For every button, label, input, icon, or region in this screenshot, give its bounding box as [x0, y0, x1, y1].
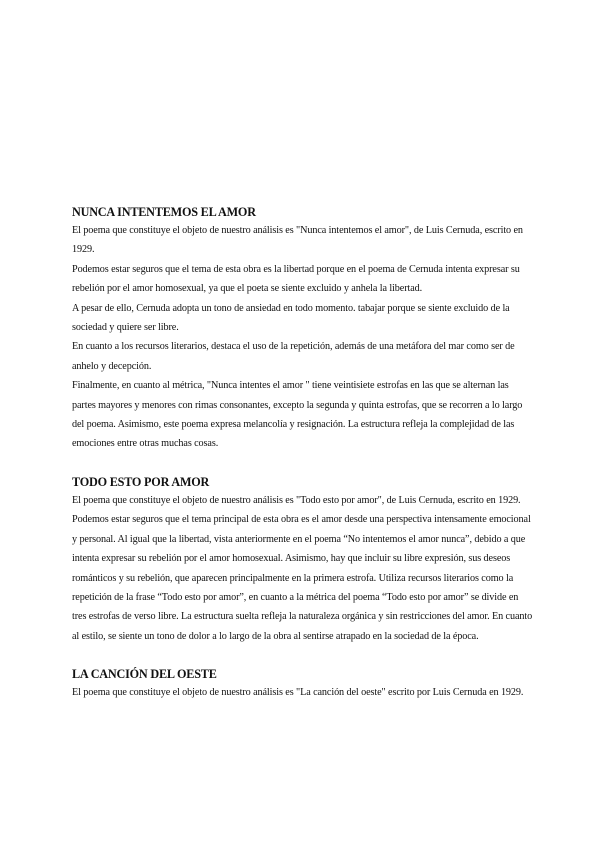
- paragraph: En cuanto a los recursos literarios, destaca el uso de la repetición, además de una metáfora del mar como ser de anhelo y decepción.: [72, 341, 515, 372]
- paragraph: A pesar de ello, Cernuda adopta un tono de ansiedad en todo momento. tabajar porque se siente excluido de la sociedad y quiere ser libre.: [72, 302, 510, 334]
- paragraph: Podemos estar seguros que el tema principal de esta obra es el amor desde una perspectiva intensamente emocional y personal. Al igual que la libertad, vista anteriormente en el poema “No intentemos el amor nunca”, debido a que intenta expresar su rebelión por el amor homosexual. Asimismo, hay que incluir su libre expresión, sus deseos románticos y su rebelión, que aparecen principalmente en la primera estrofa. Utiliza recursos literarios como la repetición de la frase “Todo esto por amor”, en cuanto a la métrica del poema “Todo esto por amor” se divide en tres estrofas de verso libre. La estructura suelta refleja la naturaleza orgánica y sin restricciones del amor. En cuanto al estilo, se siente un tono de dolor a lo largo de la obra al sentirse atrapado en la sociedad de la época.: [72, 514, 533, 642]
- paragraph: Finalmente, en cuanto al métrica, "Nunca intentes el amor " tiene veintisiete estrofas en las que se alternan las partes mayores y menores con rimas consonantes, excepto la segunda y quinta estrofas, que se recorren a lo largo del poema. Asimismo, este poema expresa melancolía y resignación. La estructura refleja la complejidad de las emociones entre otras muchas cosas.: [72, 380, 523, 450]
- section-heading: NUNCA INTENTEMOS EL AMOR: [72, 205, 256, 219]
- section-heading: LA CANCIÓN DEL OESTE: [72, 667, 217, 682]
- section-la-cancion-del-oeste: [72, 665, 534, 702]
- paragraph: El poema que constituye el objeto de nuestro análisis es "Nunca intentemos el amor", de Luis Cernuda, escrito en 1929.: [72, 225, 523, 256]
- section-heading: TODO ESTO POR AMOR: [72, 474, 210, 489]
- paragraph: El poema que constituye el objeto de nuestro análisis es "Todo esto por amor", de Luis Cernuda, escrito en 1929.: [72, 494, 521, 506]
- section-nunca-intentemos-el-amor: [72, 203, 534, 454]
- section-todo-esto-por-amor: [72, 473, 534, 646]
- document-content: [72, 203, 534, 703]
- paragraph: Podemos estar seguros que el tema de esta obra es la libertad porque en el poema de Cernuda intenta expresar su rebelión por el amor homosexual, ya que el poeta se siente excluido y anhela la libertad.: [72, 263, 520, 295]
- paragraph: El poema que constituye el objeto de nuestro análisis es "La canción del oeste" escrito por Luis Cernuda en 1929.: [72, 687, 524, 699]
